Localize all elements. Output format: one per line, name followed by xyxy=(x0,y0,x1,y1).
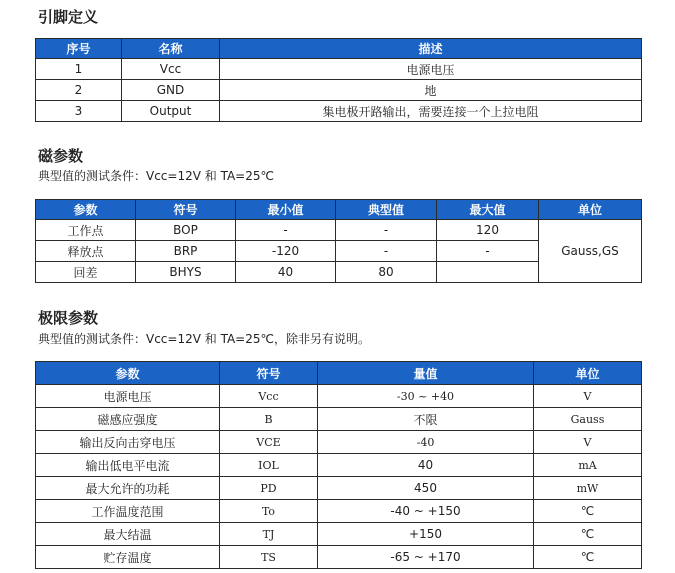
table-cell: GND xyxy=(122,80,220,101)
table-cell: Vcc xyxy=(220,385,318,408)
table-cell: V xyxy=(534,385,642,408)
column-header: 符号 xyxy=(136,200,236,220)
table-header-row xyxy=(36,362,642,385)
table-row xyxy=(36,546,642,569)
lim-test-condition: 典型值的测试条件：Vcc=12V 和 TA=25℃，除非另有说明。 xyxy=(38,332,370,346)
column-header: 最小值 xyxy=(236,200,336,220)
table-row xyxy=(36,523,642,546)
lim-table xyxy=(35,361,642,569)
table-cell: - xyxy=(336,220,437,241)
mag-section-title: 磁参数 xyxy=(38,147,84,165)
table-cell: IOL xyxy=(220,454,318,477)
table-row xyxy=(36,454,642,477)
table-cell: VCE xyxy=(220,431,318,454)
table-cell: 80 xyxy=(336,262,437,283)
table-cell: 3 xyxy=(36,101,122,122)
table-cell: 1 xyxy=(36,59,122,80)
mag-table xyxy=(35,199,642,283)
table-cell: ℃ xyxy=(534,500,642,523)
table-cell: - xyxy=(236,220,336,241)
table-cell: 电源电压 xyxy=(36,385,220,408)
table-cell: 40 xyxy=(318,454,534,477)
table-cell: +150 xyxy=(318,523,534,546)
table-cell: TJ xyxy=(220,523,318,546)
table-row xyxy=(36,477,642,500)
table-cell: 输出反向击穿电压 xyxy=(36,431,220,454)
pin-table xyxy=(35,38,642,122)
mag-test-condition: 典型值的测试条件：Vcc=12V 和 TA=25℃ xyxy=(38,169,274,183)
table-cell: -30 ~ +40 xyxy=(318,385,534,408)
table-cell: 不限 xyxy=(318,408,534,431)
table-row xyxy=(36,500,642,523)
table-cell: 工作点 xyxy=(36,220,136,241)
table-cell: -65 ~ +170 xyxy=(318,546,534,569)
column-header: 描述 xyxy=(220,39,642,59)
table-cell: 地 xyxy=(220,80,642,101)
table-cell: B xyxy=(220,408,318,431)
table-cell: BOP xyxy=(136,220,236,241)
table-cell: Gauss xyxy=(534,408,642,431)
table-cell: To xyxy=(220,500,318,523)
table-cell: mW xyxy=(534,477,642,500)
pin-section-title: 引脚定义 xyxy=(38,8,99,26)
table-cell: 120 xyxy=(437,220,539,241)
table-header-row xyxy=(36,200,642,220)
column-header: 量值 xyxy=(318,362,534,385)
column-header: 典型值 xyxy=(336,200,437,220)
table-cell: 贮存温度 xyxy=(36,546,220,569)
table-cell: 释放点 xyxy=(36,241,136,262)
table-row xyxy=(36,59,642,80)
table-cell: - xyxy=(437,241,539,262)
table-cell: TS xyxy=(220,546,318,569)
table-cell: 450 xyxy=(318,477,534,500)
table-cell: -40 xyxy=(318,431,534,454)
table-row xyxy=(36,220,642,241)
table-cell: - xyxy=(336,241,437,262)
column-header: 单位 xyxy=(534,362,642,385)
table-cell: V xyxy=(534,431,642,454)
table-row xyxy=(36,80,642,101)
table-row xyxy=(36,385,642,408)
column-header: 名称 xyxy=(122,39,220,59)
table-cell: 最大结温 xyxy=(36,523,220,546)
table-row xyxy=(36,101,642,122)
table-row xyxy=(36,408,642,431)
table-cell: 40 xyxy=(236,262,336,283)
unit-cell: Gauss,GS xyxy=(539,220,642,283)
table-cell: 最大允许的功耗 xyxy=(36,477,220,500)
table-cell: Output xyxy=(122,101,220,122)
table-cell: -40 ~ +150 xyxy=(318,500,534,523)
table-cell: BHYS xyxy=(136,262,236,283)
table-cell: 磁感应强度 xyxy=(36,408,220,431)
table-cell: ℃ xyxy=(534,523,642,546)
table-cell: ℃ xyxy=(534,546,642,569)
column-header: 序号 xyxy=(36,39,122,59)
column-header: 参数 xyxy=(36,362,220,385)
table-cell: 工作温度范围 xyxy=(36,500,220,523)
table-cell: 回差 xyxy=(36,262,136,283)
table-cell: 集电极开路输出，需要连接一个上拉电阻 xyxy=(220,101,642,122)
column-header: 最大值 xyxy=(437,200,539,220)
column-header: 符号 xyxy=(220,362,318,385)
column-header: 单位 xyxy=(539,200,642,220)
table-row xyxy=(36,431,642,454)
table-cell xyxy=(437,262,539,283)
table-cell: 2 xyxy=(36,80,122,101)
table-cell: PD xyxy=(220,477,318,500)
table-cell: mA xyxy=(534,454,642,477)
column-header: 参数 xyxy=(36,200,136,220)
lim-section-title: 极限参数 xyxy=(38,309,99,327)
table-header-row xyxy=(36,39,642,59)
table-cell: 输出低电平电流 xyxy=(36,454,220,477)
table-cell: 电源电压 xyxy=(220,59,642,80)
table-cell: Vcc xyxy=(122,59,220,80)
table-cell: BRP xyxy=(136,241,236,262)
table-cell: -120 xyxy=(236,241,336,262)
